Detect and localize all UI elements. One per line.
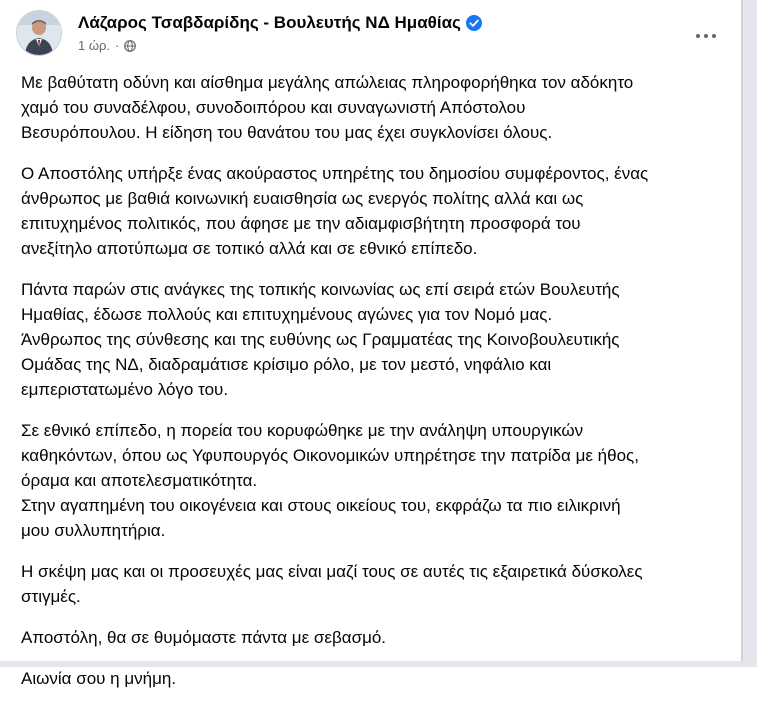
page-background-edge xyxy=(741,0,757,667)
author-name[interactable]: Λάζαρος Τσαβδαρίδης - Βουλευτής ΝΔ Ημαθίας xyxy=(78,13,461,32)
post-right-border xyxy=(741,0,743,667)
more-options-icon xyxy=(694,34,718,38)
author-avatar[interactable] xyxy=(16,10,62,56)
post-timestamp[interactable]: 1 ώρ. xyxy=(78,38,110,53)
post-paragraph: Με βαθύτατη οδύνη και αίσθημα μεγάλης απώλειας πληροφορήθηκα τον αδόκητο χαμό του συναδέλφου, συνοδοιπόρου και συναγωνιστή Απόστολου Βεσυρόπουλου. Η είδηση του θανάτου του μας έχει συγκλονίσει όλους. xyxy=(21,73,634,142)
post-paragraph: Αποστόλη, θα σε θυμόμαστε πάντα με σεβασμό. xyxy=(21,628,387,647)
author-name-row xyxy=(78,13,482,33)
author-block xyxy=(78,13,482,53)
more-options-button[interactable] xyxy=(688,18,724,54)
post-paragraph: Η σκέψη μας και οι προσευχές μας είναι μαζί τους σε αυτές τις εξαιρετικά δύσκολες στιγμές. xyxy=(21,562,643,606)
post-paragraph: Σε εθνικό επίπεδο, η πορεία του κορυφώθηκε με την ανάληψη υπουργικών καθηκόντων, όπου ως Υφυπουργός Οικονομικών υπηρέτησε την πατρίδα με ήθος, όραμα και αποτελεσματικότητα. Στην αγαπημένη του οικογένεια και στους οικείους του, εκφράζω τα πιο ειλικρινή μου συλλυπητήρια. xyxy=(21,421,639,540)
post-paragraph: Πάντα παρών στις ανάγκες της τοπικής κοινωνίας ως επί σειρά ετών Βουλευτής Ημαθίας, έδωσε πολλούς και επιτυχημένους αγώνες για τον Νομό μας. Άνθρωπος της σύνθεσης και της ευθύνης ως Γραμματέας της Κοινοβουλευτικής Ομάδας της ΝΔ, διαδραμάτισε κρίσιμο ρόλο, με τον μεστό, νηφάλιο και εμπεριστατωμένο λόγο του. xyxy=(21,280,620,399)
post-header xyxy=(16,10,716,58)
post-paragraph: Ο Αποστόλης υπήρξε ένας ακούραστος υπηρέτης του δημοσίου συμφέροντος, ένας άνθρωπος με βαθιά κοινωνική ευαισθησία ως ενεργός πολίτης αλλά και ως επιτυχημένος πολιτικός, που άφησε με την αδιαμφισβήτητη προσφορά του ανεξίτηλο αποτύπωμα σε τοπικό αλλά και σε εθνικό επίπεδο. xyxy=(21,164,649,258)
post-meta xyxy=(78,38,482,53)
verified-badge-icon xyxy=(466,15,482,31)
meta-separator: · xyxy=(115,38,120,53)
globe-icon[interactable] xyxy=(124,40,136,52)
post-body xyxy=(21,70,731,707)
post-paragraph: Αιωνία σου η μνήμη. xyxy=(21,669,177,688)
page-background-bottom xyxy=(0,661,757,667)
avatar-portrait-icon xyxy=(17,11,61,55)
